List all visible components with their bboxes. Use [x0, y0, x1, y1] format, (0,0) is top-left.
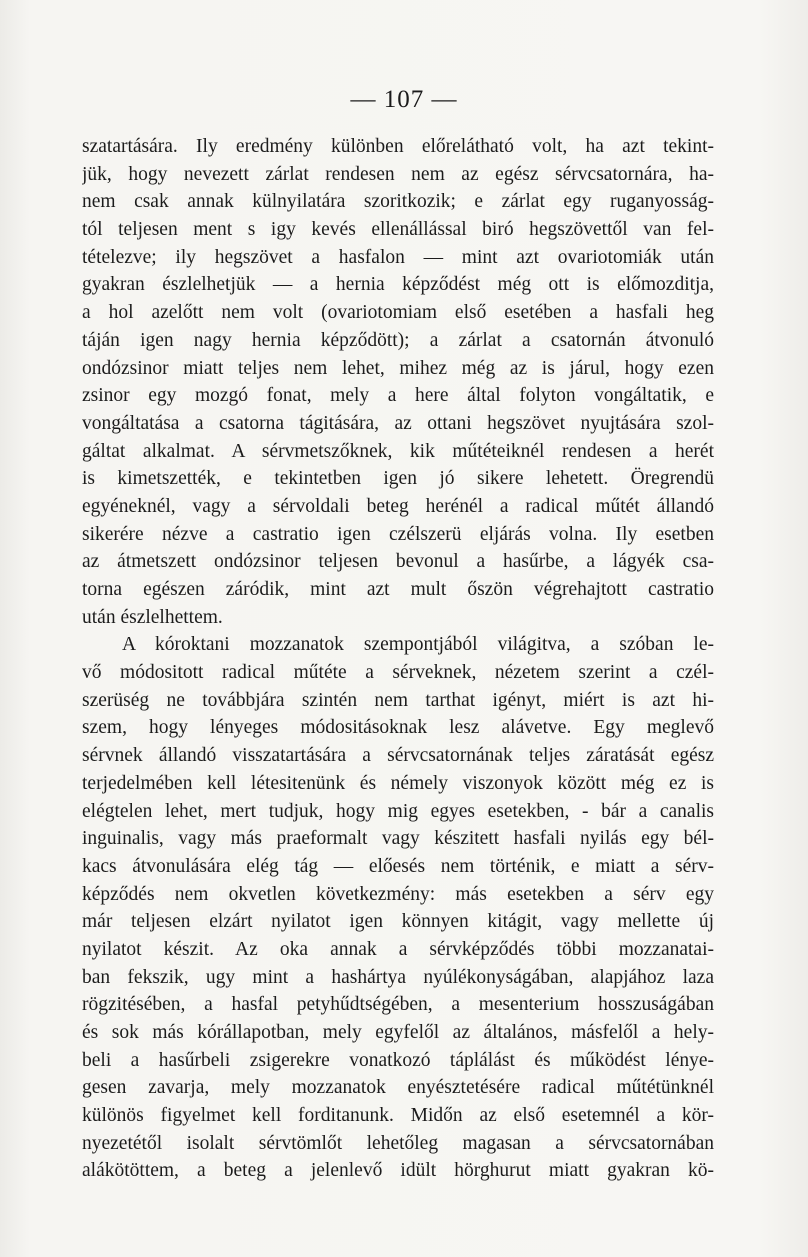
page-number-header: — 107 — — [350, 86, 458, 113]
text-line: gyakran észlelhetjük — a hernia képződést még ott is előmozditja, — [82, 274, 714, 296]
text-line: A kóroktani mozzanatok szempontjából világitva, a szóban le- — [122, 634, 714, 656]
text-line: az átmetszett ondózsinor teljesen bevonul a hasűrbe, a lágyék csa- — [82, 551, 714, 573]
text-line: sikerére nézve a castratio igen czélszerü eljárás volna. Ily esetben — [82, 523, 714, 545]
text-line: ondózsinor miatt teljes nem lehet, mihez még az is járul, hogy ezen — [82, 357, 714, 379]
text-line: tól teljesen ment s igy kevés ellenállással biró hegszövettől van fel- — [82, 219, 714, 241]
text-line: ban fekszik, ugy mint a hashártya nyúlékonyságában, alapjához laza — [82, 966, 714, 988]
text-line: vongáltatása a csatorna tágitására, az ottani hegszövet nyujtására szol- — [82, 412, 714, 434]
text-line: szerüség ne továbbjára szintén nem tarthat igényt, miért is azt hi- — [82, 689, 714, 711]
text-line: torna egészen záródik, mint azt mult őszön végrehajtott castratio — [82, 579, 714, 600]
text-line: zsinor egy mozgó fonat, mely a here által folyton vongáltatik, e — [82, 385, 714, 407]
text-line: jük, hogy nevezett zárlat rendesen nem az egész sérvcsatornára, ha- — [82, 163, 714, 185]
text-line: szatartására. Ily eredmény különben előrelátható volt, ha azt tekint- — [82, 136, 714, 157]
text-line: sérvnek állandó visszatartására a sérvcsatornának teljes záratását egész — [82, 745, 714, 767]
text-line: beli a hasűrbeli zsigerekre vonatkozó táplálást és működést lénye- — [82, 1049, 714, 1071]
text-line: kacs átvonulására elég tág — előesés nem történik, e miatt a sérv- — [82, 855, 714, 877]
text-line: különös figyelmet kell forditanunk. Midőn az első esetemnél a kör- — [82, 1105, 714, 1127]
text-line: a hol azelőtt nem volt (ovariotomiam első esetében a hasfali heg — [82, 302, 714, 324]
text-line: gesen zavarja, mely mozzanatok enyésztetésére radical műtétünknél — [82, 1077, 714, 1099]
text-line: és sok más kórállapotban, mely egyfelől az általános, másfelől a hely- — [82, 1022, 714, 1043]
text-line: szem, hogy lényeges módositásoknak lesz alávetve. Egy meglevő — [82, 717, 714, 739]
text-line: vő módositott radical műtéte a sérveknek, nézetem szerint a czél- — [82, 662, 714, 684]
body-text — [82, 133, 714, 1185]
text-line: tételezve; ily hegszövet a hasfalon — mint azt ovariotomiák után — [82, 246, 714, 268]
text-line: inguinalis, vagy más praeformalt vagy készitett hasfali nyilás egy bél- — [82, 828, 714, 850]
text-line: rögzitésében, a hasfal petyhűdtségében, a mesenterium hosszuságában — [82, 994, 714, 1016]
text-line: képződés nem okvetlen következmény: más esetekben a sérv egy — [82, 883, 714, 905]
text-line: terjedelmében kell létesitenünk és némely viszonyok között még ez is — [82, 772, 714, 794]
text-line: nyezetétől isolalt sérvtömlőt lehetőleg magasan a sérvcsatornában — [82, 1132, 714, 1154]
text-line: elégtelen lehet, mert tudjuk, hogy mig egyes esetekben, - bár a canalis — [82, 800, 714, 822]
text-line: alákötöttem, a beteg a jelenlevő idült hörghurut miatt gyakran kö- — [82, 1160, 714, 1182]
text-line: nyilatot készit. Az oka annak a sérvképződés többi mozzanatai- — [82, 938, 714, 960]
text-line: táján igen nagy hernia képződött); a zárlat a csatornán átvonuló — [82, 329, 714, 351]
text-line: már teljesen elzárt nyilatot igen könnyen kitágit, vagy mellette új — [82, 911, 714, 933]
text-line: nem csak annak külnyilatára szoritkozik; e zárlat egy ruganyosság- — [82, 191, 714, 213]
text-line: is kimetszették, e tekintetben igen jó sikere lehetett. Öregrendü — [82, 468, 714, 490]
text-line: gáltat alkalmat. A sérvmetszőknek, kik műtéteiknél rendesen a herét — [82, 440, 714, 462]
text-line: egyéneknél, vagy a sérvoldali beteg herénél a radical műtét állandó — [82, 495, 714, 517]
text-line: után észlelhettem. — [82, 606, 223, 628]
